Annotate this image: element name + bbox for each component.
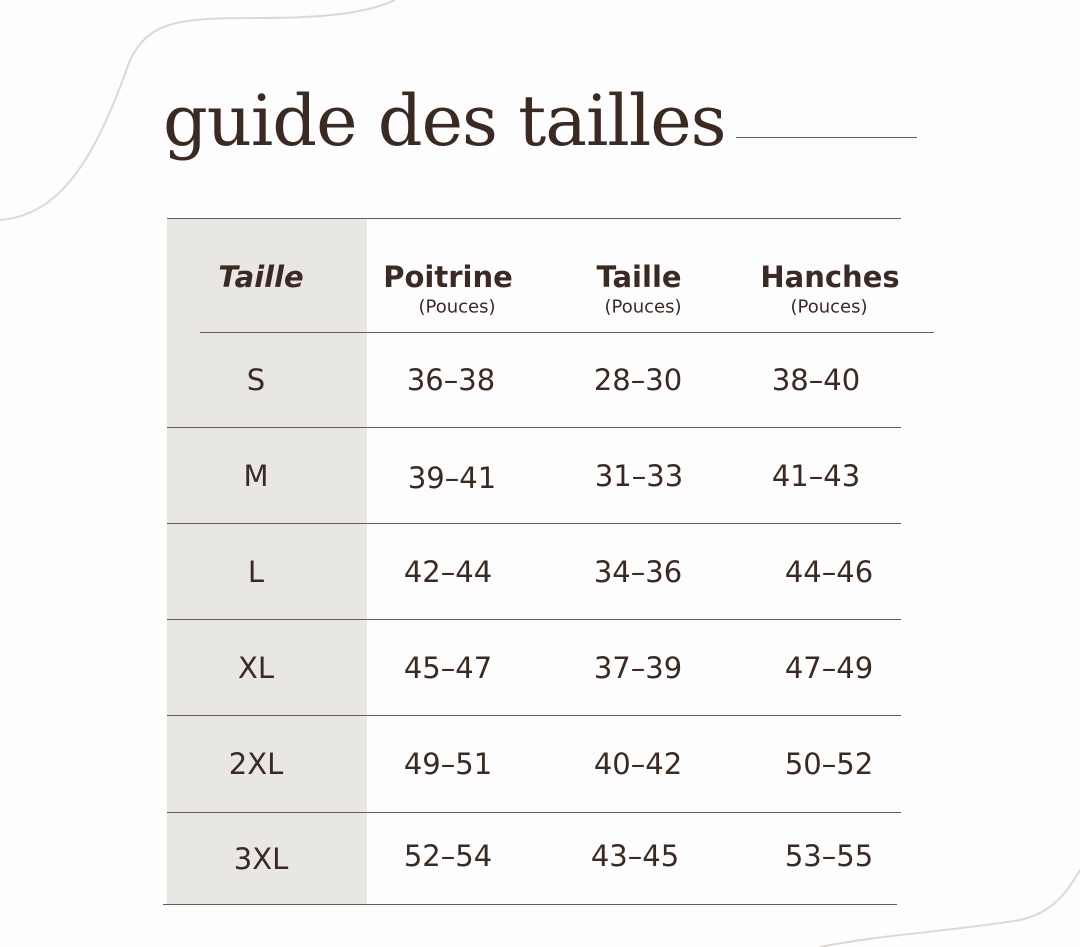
size-cell: 3XL	[233, 842, 289, 876]
row-rule	[167, 427, 901, 428]
hips-cell: 44–46	[784, 555, 874, 589]
header-chest: Poitrine	[383, 260, 513, 294]
row-rule	[167, 812, 901, 813]
hips-cell: 53–55	[784, 839, 874, 873]
header-chest-unit: (Pouces)	[418, 296, 496, 318]
row-rule	[167, 523, 901, 524]
waist-cell: 34–36	[593, 555, 683, 589]
header-waist-unit: (Pouces)	[604, 296, 682, 318]
waist-cell: 31–33	[594, 459, 684, 493]
waist-cell: 40–42	[593, 747, 683, 781]
header-bottom-rule	[200, 332, 934, 333]
size-column-background	[167, 219, 367, 905]
chest-cell: 39–41	[407, 461, 497, 495]
row-rule	[167, 619, 901, 620]
chest-cell: 45–47	[403, 651, 493, 685]
hips-cell: 50–52	[784, 747, 874, 781]
hips-cell: 41–43	[771, 459, 861, 493]
table-bottom-rule	[163, 904, 897, 905]
waist-cell: 28–30	[593, 363, 683, 397]
hips-cell: 38–40	[771, 363, 861, 397]
row-rule	[167, 715, 901, 716]
waist-cell: 37–39	[593, 651, 683, 685]
header-hips-unit: (Pouces)	[790, 296, 868, 318]
bottom-right-curve	[820, 870, 1080, 947]
chest-cell: 42–44	[403, 555, 493, 589]
hips-cell: 47–49	[784, 651, 874, 685]
table-top-rule	[167, 218, 901, 219]
title-rule	[736, 137, 917, 138]
chest-cell: 36–38	[406, 363, 496, 397]
page-title: guide des tailles	[163, 80, 726, 162]
waist-cell: 43–45	[590, 839, 680, 873]
header-waist: Taille	[596, 260, 682, 294]
header-hips: Hanches	[760, 260, 900, 294]
size-cell: XL	[237, 651, 275, 685]
size-cell: 2XL	[228, 747, 284, 781]
chest-cell: 49–51	[403, 747, 493, 781]
size-cell: M	[243, 459, 269, 493]
size-cell: S	[246, 363, 266, 397]
size-cell: L	[247, 555, 265, 589]
header-size: Taille	[218, 260, 304, 294]
chest-cell: 52–54	[403, 839, 493, 873]
